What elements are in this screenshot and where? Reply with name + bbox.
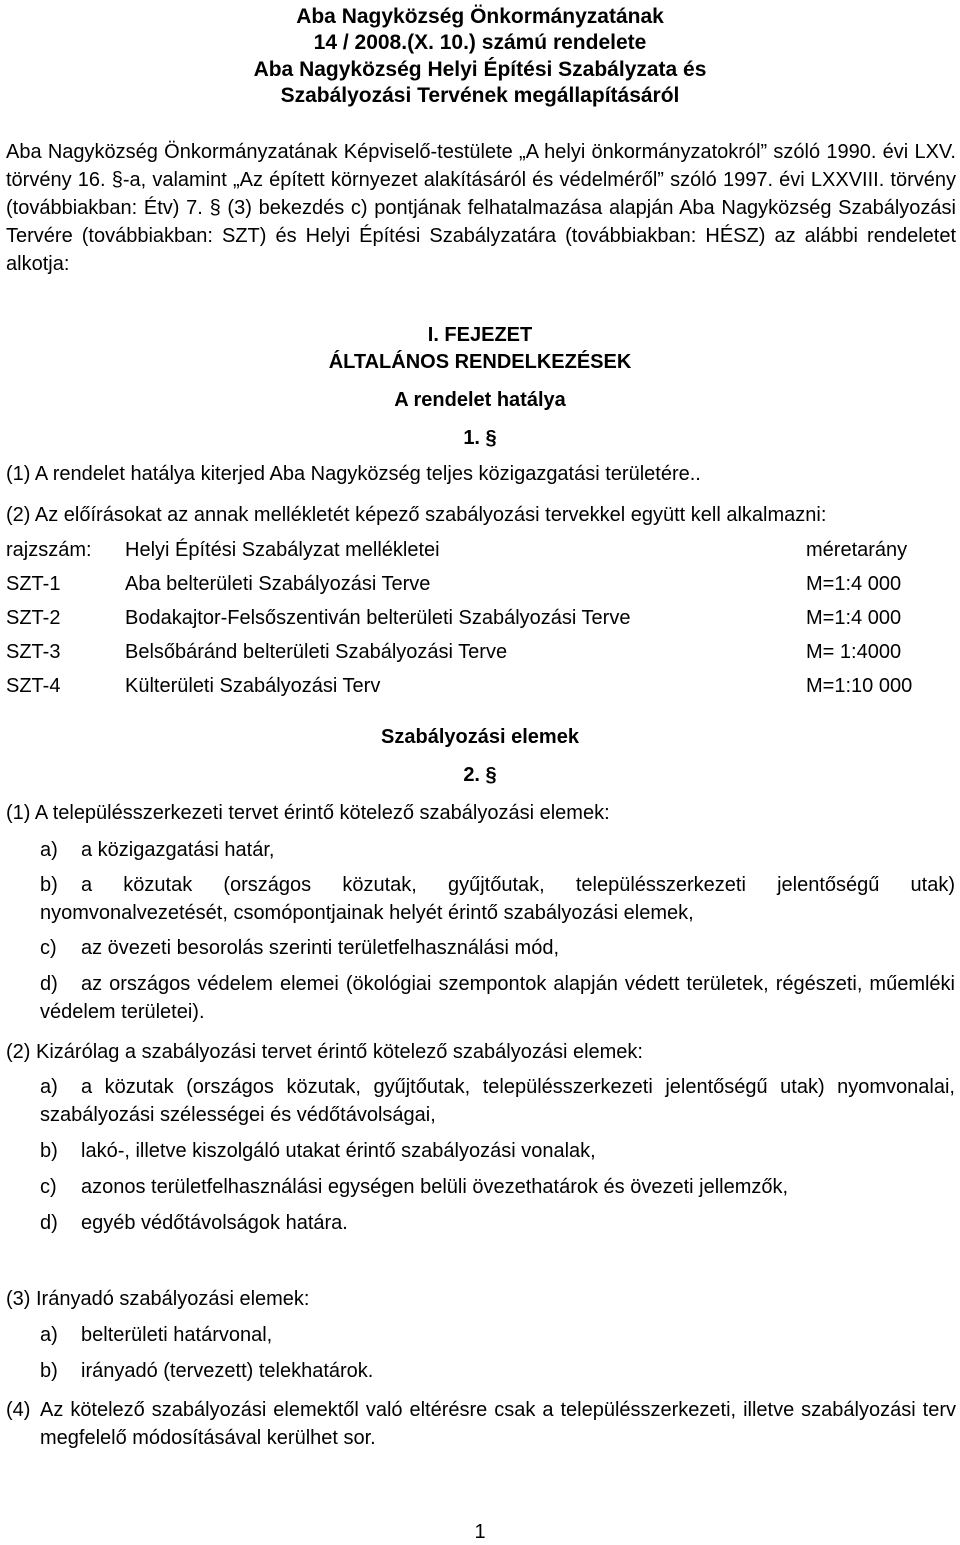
- list-item: [40, 1137, 955, 1165]
- table-cell: SZT-2: [6, 607, 61, 629]
- chapter-title: ÁLTALÁNOS RENDELKEZÉSEK: [328, 351, 632, 373]
- list-item-text: az övezeti besorolás szerinti területfelhasználási mód,: [81, 937, 560, 959]
- doc-title-line-1: Aba Nagyközség Önkormányzatának: [296, 5, 664, 28]
- list-item: [40, 934, 955, 962]
- list-item: [40, 836, 955, 864]
- table-cell: M=1:4 000: [806, 573, 902, 595]
- list-item-text: a közigazgatási határ,: [81, 839, 275, 861]
- list-item-text: lakó-, illetve kiszolgáló utakat érintő szabályozási vonalak,: [81, 1140, 596, 1162]
- list-item-text: belterületi határvonal,: [81, 1324, 273, 1346]
- list-item-label: c): [40, 937, 57, 959]
- table-cell: Külterületi Szabályozási Terv: [125, 675, 381, 697]
- table-cell: SZT-3: [6, 641, 61, 663]
- table-row: [6, 673, 956, 699]
- list-item-text: egyéb védőtávolságok határa.: [81, 1212, 348, 1234]
- preamble: Aba Nagyközség Önkormányzatának Képviselő-testülete „A helyi önkormányzatokról” szóló 1990. évi LXV. törvény 16. §-a, valamint „Az épített környezet alakításáról és védelméről” szóló 1997. évi LXXVIII. törvény (továbbiakban: Étv) 7. § (3) bekezdés c) pontjának felhatalmazása alapján Aba Nagyközség Szabályozási Tervére (továbbiakban: SZT) és Helyi Építési Szabályzatára (továbbiakban: HÉSZ) az alábbi rendeletet alkotja:: [6, 141, 956, 275]
- table-header-row: [6, 537, 956, 563]
- list-item-text: irányadó (tervezett) telekhatárok.: [81, 1360, 374, 1382]
- table-cell: M=1:4 000: [806, 607, 902, 629]
- list-item-label: d): [40, 973, 58, 995]
- section-1-number: 1. §: [463, 427, 497, 449]
- s2-paragraph-1-heading: (1) A településszerkezeti tervet érintő kötelező szabályozási elemek:: [6, 802, 610, 824]
- list-item: [40, 1073, 955, 1129]
- table-cell: Aba belterületi Szabályozási Terve: [125, 573, 431, 595]
- s2-paragraph-4: [6, 1396, 956, 1452]
- table-cell: M=1:10 000: [806, 675, 913, 697]
- s2-paragraph-3-heading: (3) Irányadó szabályozási elemek:: [6, 1288, 310, 1310]
- paragraph-label: (4): [6, 1399, 31, 1421]
- list-item: [40, 1321, 955, 1349]
- list-item-label: b): [40, 874, 58, 896]
- list-item-text: az országos védelem elemei (ökológiai szempontok alapján védett területek, régészeti, műemléki védelem területei).: [40, 973, 955, 1023]
- doc-title-line-2: 14 / 2008.(X. 10.) számú rendelete: [313, 31, 647, 54]
- chapter-number: I. FEJEZET: [427, 324, 533, 346]
- list-item-label: c): [40, 1176, 57, 1198]
- table-row: [6, 639, 956, 665]
- paragraph-text: Az kötelező szabályozási elemektől való eltérésre csak a településszerkezeti, illetve szabályozási terv megfelelő módosításával kerülhet sor.: [40, 1399, 956, 1449]
- list-item: [40, 1209, 955, 1237]
- list-item-label: a): [40, 839, 58, 861]
- table-header-cell: rajzszám:: [6, 539, 92, 561]
- list-item-label: b): [40, 1360, 58, 1382]
- table-row: [6, 605, 956, 631]
- table-header-cell: méretarány: [806, 539, 908, 561]
- table-header-cell: Helyi Építési Szabályzat mellékletei: [125, 539, 440, 561]
- list-item-label: a): [40, 1324, 58, 1346]
- list-item-label: a): [40, 1076, 58, 1098]
- section-1-title: A rendelet hatálya: [394, 389, 566, 411]
- table-cell: SZT-1: [6, 573, 61, 595]
- table-cell: Bodakajtor-Felsőszentiván belterületi Szabályozási Terve: [125, 607, 631, 629]
- list-item-text: a közutak (országos közutak, gyűjtőutak, településszerkezeti jelentőségű utak) nyomvonalai, szabályozási szélességei és védőtávolságai,: [40, 1076, 955, 1126]
- section-2-number: 2. §: [463, 764, 497, 786]
- list-item: [40, 970, 955, 1026]
- list-item: [40, 1357, 955, 1385]
- list-item: [40, 871, 955, 927]
- table-cell: SZT-4: [6, 675, 61, 697]
- list-item-text: azonos területfelhasználási egységen belüli övezethatárok és övezeti jellemzők,: [81, 1176, 789, 1198]
- table-row: [6, 571, 956, 597]
- doc-title-line-3: Aba Nagyközség Helyi Építési Szabályzata és: [253, 58, 707, 81]
- s1-paragraph-1: (1) A rendelet hatálya kiterjed Aba Nagyközség teljes közigazgatási területére..: [6, 463, 701, 485]
- list-item-text: a közutak (országos közutak, gyűjtőutak, településszerkezeti jelentőségű utak) nyomvonalvezetését, csomópontjainak helyét érintő szabályozási elemek,: [40, 874, 955, 924]
- list-item-label: d): [40, 1212, 58, 1234]
- table-cell: M= 1:4000: [806, 641, 902, 663]
- list-item-label: b): [40, 1140, 58, 1162]
- s2-paragraph-2-heading: (2) Kizárólag a szabályozási tervet érintő kötelező szabályozási elemek:: [6, 1041, 643, 1063]
- s1-paragraph-2: (2) Az előírásokat az annak mellékletét képező szabályozási tervekkel együtt kell alkalmazni:: [6, 504, 827, 526]
- page-number: 1: [474, 1521, 486, 1543]
- table-cell: Belsőbáránd belterületi Szabályozási Terve: [125, 641, 508, 663]
- list-item: [40, 1173, 955, 1201]
- doc-title-line-4: Szabályozási Tervének megállapításáról: [280, 84, 680, 107]
- section-2-title: Szabályozási elemek: [381, 726, 579, 748]
